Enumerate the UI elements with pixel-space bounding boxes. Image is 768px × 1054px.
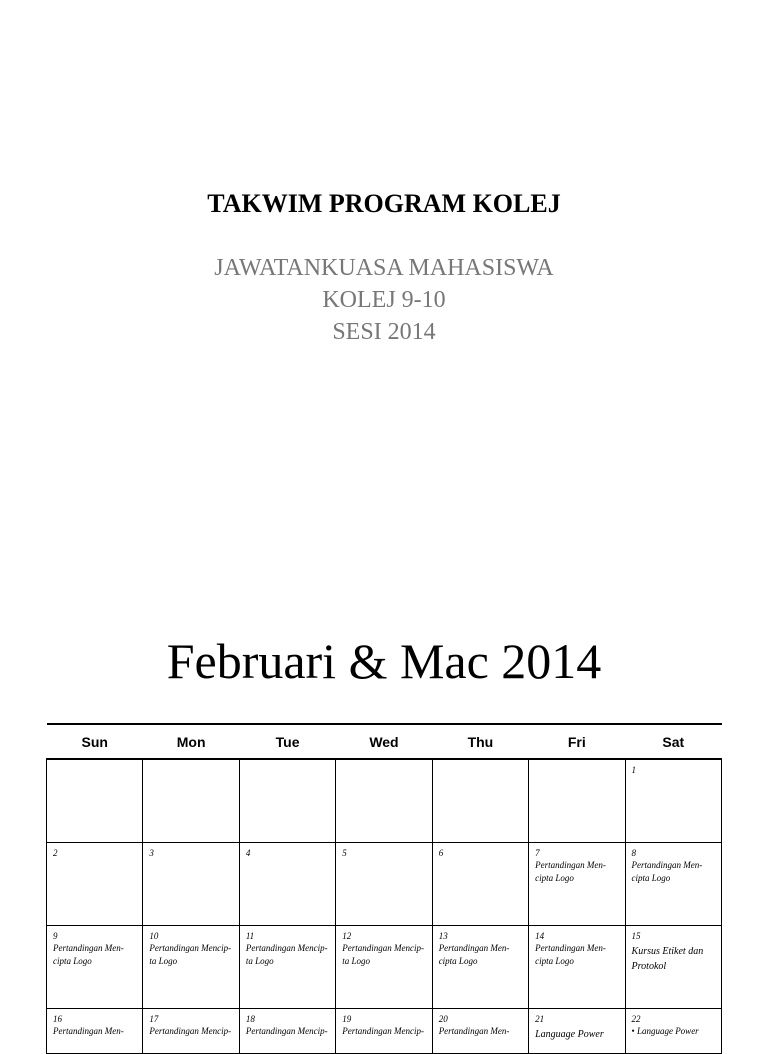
calendar-event: Pertandingan Mencip-ta Logo (245, 943, 328, 966)
calendar-event: Kursus Etiket dan Protokol (631, 946, 704, 972)
day-number: 7 (535, 848, 540, 858)
weekday-header-fri: Fri (529, 724, 625, 759)
day-number: 16 (53, 1014, 62, 1024)
calendar-day-cell (625, 1009, 721, 1054)
calendar-day-cell (47, 843, 143, 926)
day-number: 9 (53, 931, 58, 941)
calendar-event: Pertandingan Mencip-ta Logo (342, 943, 424, 966)
calendar-day-cell (432, 843, 528, 926)
weekday-header-sun: Sun (47, 724, 143, 759)
calendar-event: Pertandingan Mencip-ta Logo (149, 943, 232, 966)
day-number: 20 (438, 1014, 448, 1024)
calendar-day-cell (625, 843, 721, 926)
calendar-day-cell (432, 926, 528, 1009)
calendar-day-cell (432, 1009, 528, 1054)
calendar-event: Pertandingan Men-cipta Logo (535, 943, 606, 966)
calendar-day-cell (432, 759, 528, 843)
calendar-grid (46, 723, 722, 1054)
day-number: 11 (245, 931, 255, 941)
calendar-day-cell (529, 926, 625, 1009)
calendar-day-cell (625, 759, 721, 843)
calendar-event: Pertandingan Mencip- (342, 1026, 424, 1036)
program-title: TAKWIM PROGRAM KOLEJ (207, 189, 561, 218)
day-number: 2 (53, 848, 58, 858)
calendar-day-cell (143, 1009, 239, 1054)
calendar-week-row (47, 926, 722, 1009)
calendar-day-cell (47, 1009, 143, 1054)
session-label: SESI 2014 (332, 319, 436, 345)
calendar-day-cell (239, 1009, 335, 1054)
day-number: 4 (245, 848, 251, 858)
calendar-event: Pertandingan Men- (53, 1026, 124, 1036)
committee-name: JAWATANKUASA MAHASISWA (214, 255, 554, 281)
day-number: 21 (535, 1014, 545, 1024)
weekday-header-mon: Mon (143, 724, 239, 759)
day-number: 15 (631, 931, 641, 941)
calendar-day-cell (529, 1009, 625, 1054)
calendar-day-cell (143, 926, 239, 1009)
day-number: 19 (342, 1014, 352, 1024)
day-number: 18 (245, 1014, 255, 1024)
calendar-day-cell (143, 843, 239, 926)
calendar-event: Pertandingan Men-cipta Logo (53, 943, 124, 966)
calendar-day-cell (336, 843, 432, 926)
weekday-header-tue: Tue (239, 724, 335, 759)
day-number: 12 (342, 931, 352, 941)
weekday-header-thu: Thu (432, 724, 528, 759)
weekday-header-wed: Wed (336, 724, 432, 759)
calendar-day-cell (239, 759, 335, 843)
calendar-day-cell (336, 759, 432, 843)
calendar-event: Pertandingan Mencip- (149, 1026, 232, 1036)
calendar-day-cell (625, 926, 721, 1009)
calendar-day-cell (239, 926, 335, 1009)
calendar-day-cell (239, 843, 335, 926)
calendar-day-cell (47, 759, 143, 843)
weekday-header-row (47, 724, 722, 759)
calendar-event: Pertandingan Men-cipta Logo (535, 860, 606, 883)
calendar-event: Pertandingan Men-cipta Logo (438, 943, 510, 966)
day-number: 22 (631, 1014, 641, 1024)
calendar-week-row (47, 759, 722, 843)
day-number: 14 (535, 931, 545, 941)
day-number: 5 (342, 848, 347, 858)
calendar-event: Pertandingan Mencip- (245, 1026, 328, 1036)
day-number: 1 (631, 765, 637, 775)
weekday-header-sat: Sat (625, 724, 721, 759)
day-number: 13 (438, 931, 448, 941)
calendar-event: Pertandingan Men- (438, 1026, 510, 1036)
calendar-week-row (47, 843, 722, 926)
day-number: 17 (149, 1014, 159, 1024)
calendar-weeks (47, 759, 722, 1054)
calendar-event: Pertandingan Men-cipta Logo (631, 860, 703, 883)
calendar-day-cell (143, 759, 239, 843)
calendar-event: Language Power (535, 1029, 604, 1040)
college-name: KOLEJ 9-10 (322, 287, 446, 313)
day-number: 6 (438, 848, 444, 858)
day-number: 3 (149, 848, 154, 858)
day-number: 8 (631, 848, 637, 858)
calendar-event: • Language Power (632, 1025, 717, 1038)
calendar-day-cell (529, 843, 625, 926)
day-number: 10 (149, 931, 159, 941)
calendar-day-cell (529, 759, 625, 843)
calendar-day-cell (336, 1009, 432, 1054)
calendar-day-cell (47, 926, 143, 1009)
calendar-week-row (47, 1009, 722, 1054)
calendar-day-cell (336, 926, 432, 1009)
calendar-month-title: Februari & Mac 2014 (166, 633, 602, 689)
